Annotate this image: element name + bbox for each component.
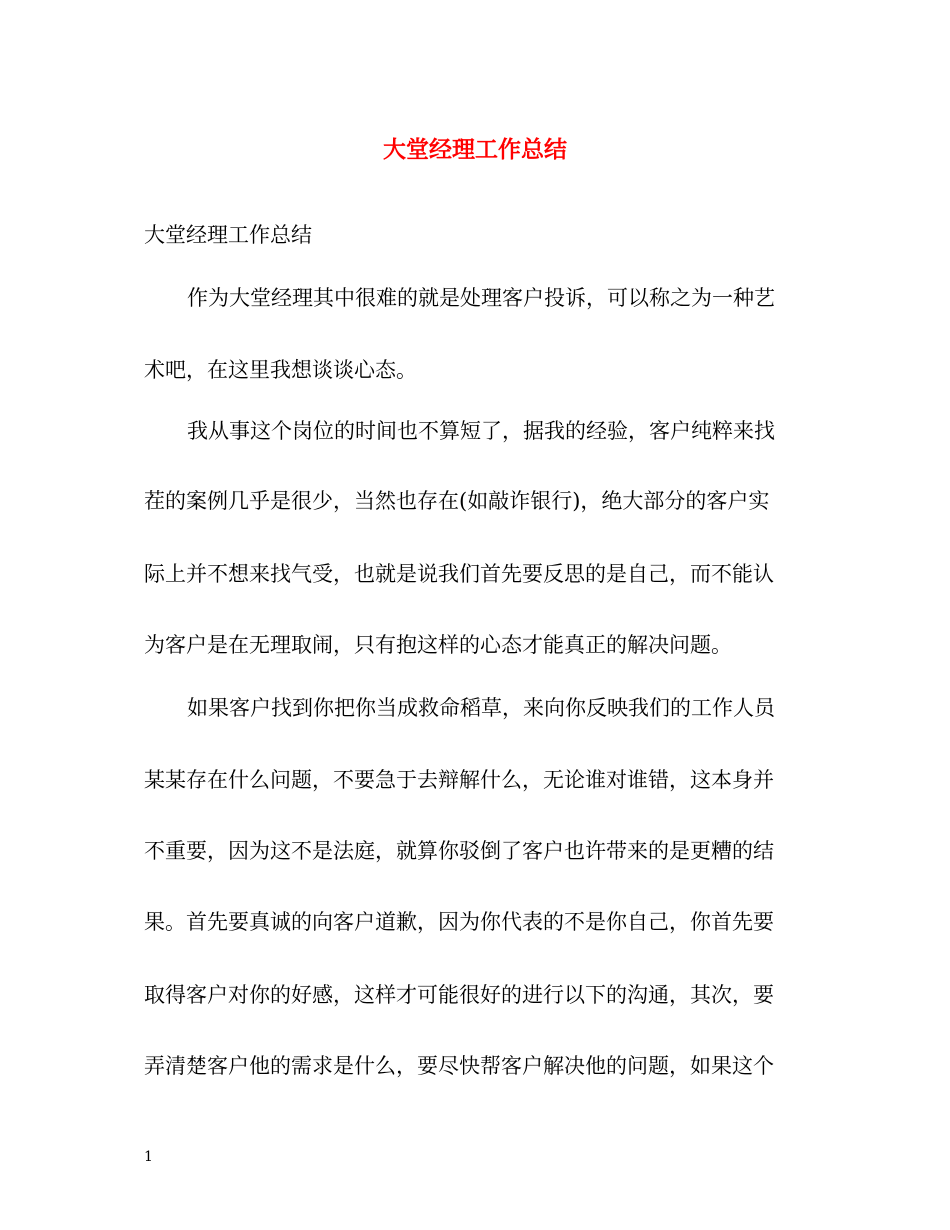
paragraph-line: 为客户是在无理取闹，只有抱这样的心态才能真正的解决问题。 xyxy=(144,633,732,657)
paragraph-line: 不重要，因为这不是法庭，就算你驳倒了客户也许带来的是更糟的结 xyxy=(144,839,774,863)
paragraph-line: 作为大堂经理其中很难的就是处理客户投诉，可以称之为一种艺 xyxy=(187,286,775,310)
paragraph-line: 茬的案例几乎是很少，当然也存在(如敲诈银行)，绝大部分的客户实 xyxy=(144,489,770,513)
paragraph-line: 术吧，在这里我想谈谈心态。 xyxy=(144,358,417,382)
paragraph-line: 我从事这个岗位的时间也不算短了，据我的经验，客户纯粹来找 xyxy=(187,419,775,443)
paragraph-line: 弄清楚客户他的需求是什么，要尽快帮客户解决他的问题，如果这个 xyxy=(144,1054,774,1078)
document-title: 大堂经理工作总结 xyxy=(383,136,567,163)
paragraph-line: 如果客户找到你把你当成救命稻草，来向你反映我们的工作人员 xyxy=(187,696,775,720)
page-number: 1 xyxy=(144,1149,153,1165)
paragraph-line: 某某存在什么问题，不要急于去辩解什么，无论谁对谁错，这本身并 xyxy=(144,768,774,792)
paragraph-line: 取得客户对你的好感，这样才可能很好的进行以下的沟通，其次，要 xyxy=(144,983,774,1007)
document-subtitle: 大堂经理工作总结 xyxy=(144,223,312,247)
paragraph-line: 际上并不想来找气受，也就是说我们首先要反思的是自己，而不能认 xyxy=(144,562,774,586)
paragraph-line: 果。首先要真诚的向客户道歉，因为你代表的不是你自己，你首先要 xyxy=(144,910,774,934)
